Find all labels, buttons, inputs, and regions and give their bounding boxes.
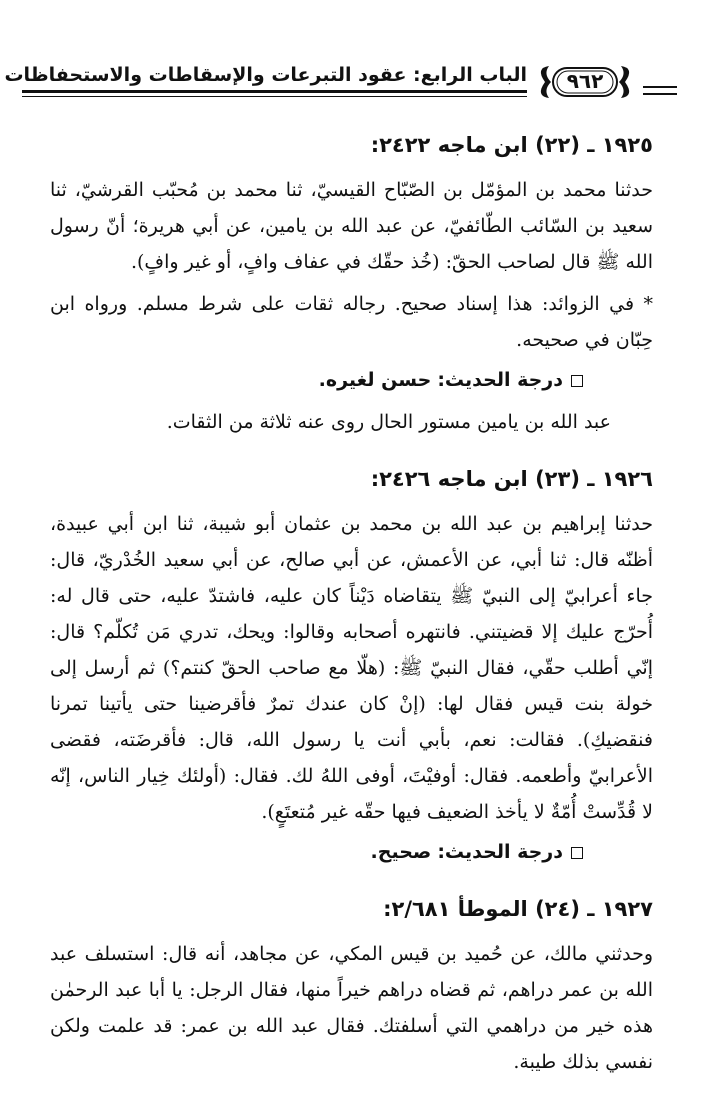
- hadith-grade: [50, 834, 653, 870]
- page-content: [50, 128, 653, 1080]
- entry-note: * في الزوائد: هذا إسناد صحيح. رجاله ثقات على شرط مسلم. ورواه ابن حِبّان في صحيحه.: [50, 293, 653, 351]
- chapter-title: الباب الرابع: عقود التبرعات والإسقاطات والاستحفاظات: [0, 64, 527, 86]
- bullet-square-icon: [571, 375, 583, 387]
- bullet-square-icon: [571, 847, 583, 859]
- header-rule: [22, 90, 527, 93]
- grade-label: درجة الحديث:: [437, 369, 563, 391]
- hadith-entry-1925: [50, 128, 653, 440]
- entry-heading: ١٩٢٥ ـ (٢٢) ابن ماجه ٢٤٢٢:: [370, 133, 653, 157]
- grade-value: حسن لغيره.: [318, 369, 432, 391]
- grade-label: درجة الحديث:: [437, 841, 563, 863]
- page-number: ٩٦٢: [566, 69, 604, 93]
- hadith-entry-1927: [50, 892, 653, 1080]
- hadith-grade: [50, 362, 653, 398]
- hadith-entry-1926: [50, 462, 653, 870]
- page-header: [4, 62, 677, 106]
- header-rule-marks: [643, 86, 677, 100]
- grade-value: صحيح.: [370, 841, 432, 863]
- entry-text: وحدثني مالك، عن حُميد بن قيس المكي، عن مجاهد، أنه قال: استسلف عبد الله بن عمر دراهم، ثم قضاه دراهم خيراً منها، فقال الرجل: يا أبا عبد الرحمٰن هذه خير من دراهمي التي أسلفتك. فقال عبد الله بن عمر: قد علمت ولكن نفسي بذلك طيبة.: [50, 943, 653, 1073]
- header-rule-thin: [22, 96, 527, 97]
- section-gap: [50, 440, 653, 462]
- entry-heading: ١٩٢٦ ـ (٢٣) ابن ماجه ٢٤٢٦:: [370, 467, 653, 491]
- entry-remark: عبد الله بن يامين مستور الحال روى عنه ثلاثة من الثقات.: [166, 411, 611, 433]
- entry-heading: ١٩٢٧ ـ (٢٤) الموطأ ٢/٦٨١:: [383, 897, 653, 921]
- entry-text: حدثنا محمد بن المؤمّل بن الصّبّاح القيسيّ، ثنا محمد بن مُحبّب القرشيّ، ثنا سعيد بن السّائب الطّائفيّ، عن عبد الله بن يامين، عن أبي هريرة؛ أنّ رسول الله ﷺ قال لصاحب الحقّ: (خُذ حقّك في عفاف وافٍ، أو غير وافٍ).: [50, 179, 653, 273]
- section-gap: [50, 870, 653, 892]
- entry-text: حدثنا إبراهيم بن عبد الله بن محمد بن عثمان أبو شيبة، ثنا ابن أبي عبيدة، أظنّه قال: ثنا أبي، عن الأعمش، عن أبي صالح، عن أبي سعيد الخُدْريّ، قال: جاء أعرابيّ إلى النبيّ ﷺ يتقاضاه دَيْناً كان عليه، فاشتدّ عليه، حتى قال له: أُحرّج عليك إلا قضيتني. فانتهره أصحابه وقالوا: ويحك، تدري مَن تُكلّم؟ قال: إنّي أطلب حقّي، فقال النبيّ ﷺ: (هلّا مع صاحب الحقّ كنتم؟) ثم أرسل إلى خولة بنت قيس فقال لها: (إنْ كان عندك تمرٌ فأقرضينا حتى يأتينا تمرنا فنقضيكِ). فقالت: نعم، بأبي أنت يا رسول الله، قال: فأقرضَته، فقضى الأعرابيّ وأطعمه. فقال: أوفيْتَ، أوفى اللهُ لك. فقال: (أولئك خِيار الناس، إنّه لا قُدِّستْ أُمّةٌ لا يأخذ الضعيف فيها حقّه غير مُتعتَعٍ).: [50, 513, 653, 823]
- page-number-ornament: [533, 62, 637, 102]
